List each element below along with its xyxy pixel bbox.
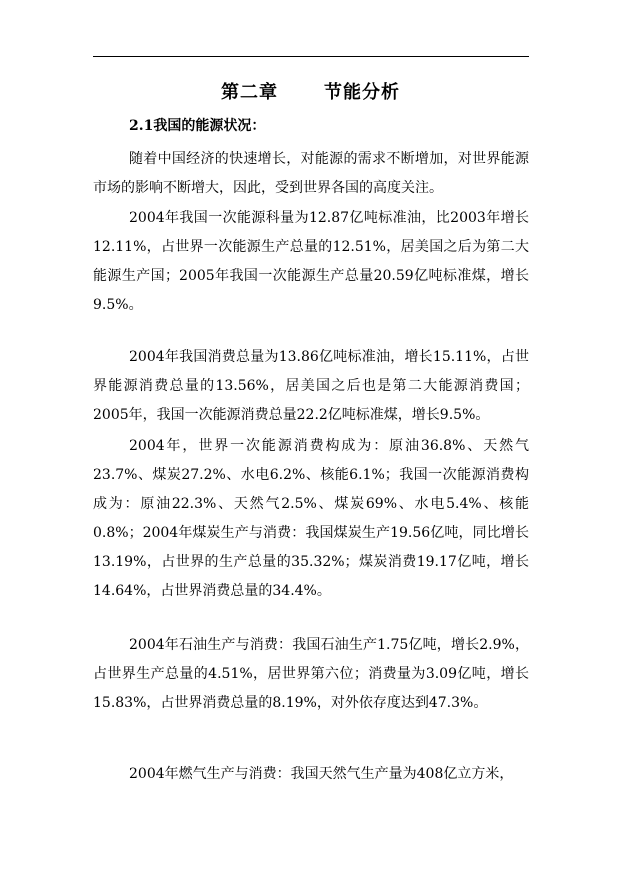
paragraph-consumption-structure: 2004年，世界一次能源消费构成为：原油36.8%、天然气23.7%、煤炭27.2%、水电6.2%、核能6.1%；我国一次能源消费构成为：原油22.3%、天然气2.5%、煤炭69%、水电5.4%、核能0.8%；2004年煤炭生产与消费：我国煤炭生产19.56亿吨，同比增长13.19%，占世界的生产总量的35.32%；煤炭消费19.17亿吨，增长14.64%，占世界消费总量的34.4%。 bbox=[93, 438, 529, 599]
header-rule bbox=[93, 56, 529, 57]
paragraph-intro: 随着中国经济的快速增长，对能源的需求不断增加，对世界能源市场的影响不断增大，因此，受到世界各国的高度关注。 bbox=[93, 151, 529, 196]
paragraph-energy-production: 2004年我国一次能源科量为12.87亿吨标准油，比2003年增长12.11%，占世界一次能源生产总量的12.51%，居美国之后为第二大能源生产国；2005年我国一次能源生产总量20.59亿吨标准煤，增长9.5%。 bbox=[93, 210, 529, 313]
chapter-number: 第二章 bbox=[221, 82, 278, 103]
paragraph-energy-consumption: 2004年我国消费总量为13.86亿吨标准油，增长15.11%，占世界能源消费总量的13.56%，居美国之后也是第二大能源消费国；2005年，我国一次能源消费总量22.2亿吨标准煤，增长9.5%。 bbox=[93, 349, 529, 423]
section-heading: 2.1我国的能源状况： bbox=[129, 118, 266, 134]
chapter-title bbox=[0, 78, 621, 104]
paragraph-oil: 2004年石油生产与消费：我国石油生产1.75亿吨，增长2.9%，占世界生产总量的4.51%，居世界第六位；消费量为3.09亿吨，增长15.83%，占世界消费总量的8.19%，对外依存度达到47.3%。 bbox=[93, 637, 529, 711]
paragraph-gas: 2004年燃气生产与消费：我国天然气生产量为408亿立方米， bbox=[129, 766, 514, 782]
chapter-name: 节能分析 bbox=[324, 82, 400, 103]
